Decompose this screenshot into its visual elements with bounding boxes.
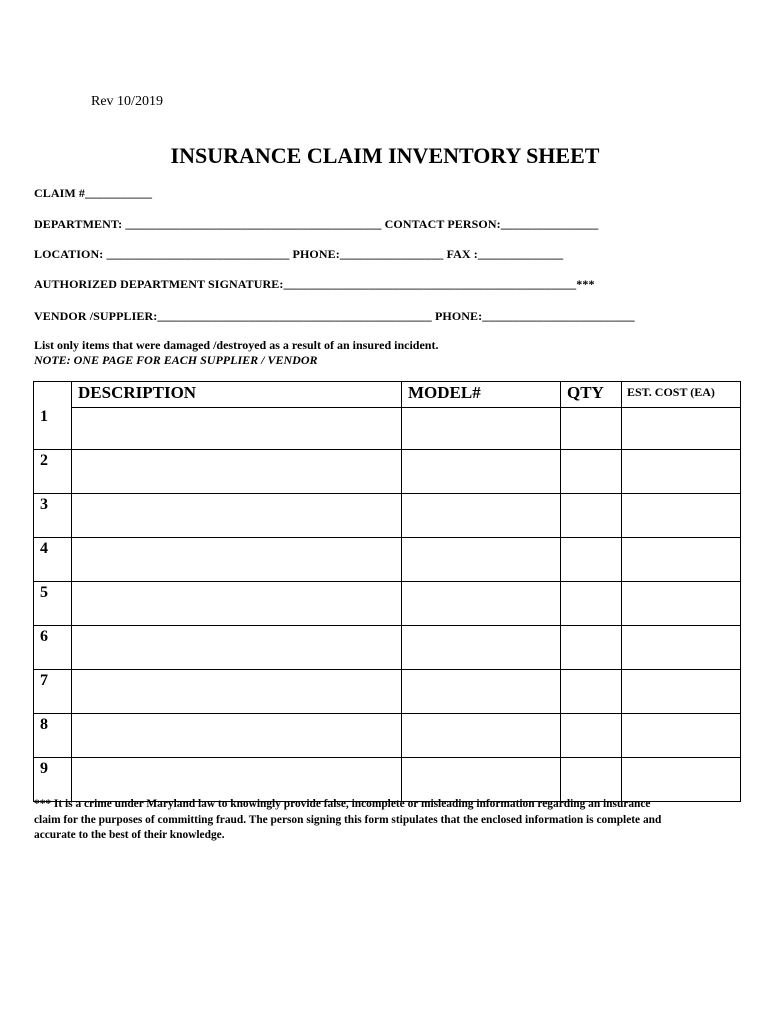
description-cell[interactable] [72, 670, 402, 714]
model-cell[interactable] [402, 758, 561, 802]
row-number: 7 [34, 670, 72, 714]
description-cell[interactable] [72, 714, 402, 758]
table-row [34, 714, 741, 758]
row-number: 9 [34, 758, 72, 802]
department-contact-field[interactable]: DEPARTMENT: __________________________________________ CONTACT PERSON:________________ [34, 217, 599, 231]
row-number: 6 [34, 626, 72, 670]
cost-cell[interactable] [622, 582, 741, 626]
description-cell[interactable] [72, 408, 402, 450]
row-number: 3 [34, 494, 72, 538]
qty-cell[interactable] [561, 626, 622, 670]
description-cell[interactable] [72, 494, 402, 538]
page-title: INSURANCE CLAIM INVENTORY SHEET [170, 143, 600, 168]
row-number: 5 [34, 582, 72, 626]
cost-cell[interactable] [622, 670, 741, 714]
inventory-table [33, 381, 741, 802]
model-cell[interactable] [402, 714, 561, 758]
table-row [34, 494, 741, 538]
table-row [34, 408, 741, 450]
row-number: 4 [34, 538, 72, 582]
column-header-model: MODEL# [402, 382, 561, 408]
description-cell[interactable] [72, 538, 402, 582]
cost-cell[interactable] [622, 626, 741, 670]
vendor-supplier-field[interactable]: VENDOR /SUPPLIER:_____________________________________________ PHONE:_________________________ [34, 309, 635, 323]
model-cell[interactable] [402, 450, 561, 494]
model-cell[interactable] [402, 670, 561, 714]
qty-cell[interactable] [561, 494, 622, 538]
model-cell[interactable] [402, 408, 561, 450]
cost-cell[interactable] [622, 450, 741, 494]
claim-number-field[interactable]: CLAIM #___________ [34, 186, 153, 200]
qty-cell[interactable] [561, 714, 622, 758]
qty-cell[interactable] [561, 408, 622, 450]
model-cell[interactable] [402, 538, 561, 582]
description-cell[interactable] [72, 582, 402, 626]
legal-disclaimer: *** It is a crime under Maryland law to knowingly provide false, incomplete or misleading information regarding an insurance claim for the purposes of committing fraud. The person signing this form stipulates that the enclosed information is complete and accurate to the best of their knowledge. [34, 798, 662, 841]
qty-cell[interactable] [561, 538, 622, 582]
table-row [34, 538, 741, 582]
table-header-row [34, 382, 741, 408]
qty-cell[interactable] [561, 582, 622, 626]
revision-label: Rev 10/2019 [91, 94, 163, 109]
model-cell[interactable] [402, 582, 561, 626]
row-number: 8 [34, 714, 72, 758]
header-number-cell [34, 382, 72, 408]
table-row [34, 582, 741, 626]
table-row [34, 450, 741, 494]
qty-cell[interactable] [561, 670, 622, 714]
description-cell[interactable] [72, 450, 402, 494]
description-cell[interactable] [72, 626, 402, 670]
model-cell[interactable] [402, 626, 561, 670]
column-header-description: DESCRIPTION [72, 382, 402, 408]
cost-cell[interactable] [622, 714, 741, 758]
table-row [34, 626, 741, 670]
row-number: 2 [34, 450, 72, 494]
authorized-signature-field[interactable]: AUTHORIZED DEPARTMENT SIGNATURE:________________________________________________*** [34, 277, 595, 291]
table-row [34, 758, 741, 802]
location-phone-fax-field[interactable]: LOCATION: ______________________________ PHONE:_________________ FAX :______________ [34, 247, 564, 261]
qty-cell[interactable] [561, 450, 622, 494]
row-number: 1 [34, 408, 72, 450]
qty-cell[interactable] [561, 758, 622, 802]
cost-cell[interactable] [622, 494, 741, 538]
cost-cell[interactable] [622, 758, 741, 802]
note-text: NOTE: ONE PAGE FOR EACH SUPPLIER / VENDOR [34, 353, 318, 367]
instructions-text: List only items that were damaged /destroyed as a result of an insured incident. [34, 338, 439, 352]
model-cell[interactable] [402, 494, 561, 538]
cost-cell[interactable] [622, 408, 741, 450]
table-row [34, 670, 741, 714]
column-header-cost: EST. COST (EA) [622, 382, 741, 408]
column-header-qty: QTY [561, 382, 622, 408]
cost-cell[interactable] [622, 538, 741, 582]
description-cell[interactable] [72, 758, 402, 802]
